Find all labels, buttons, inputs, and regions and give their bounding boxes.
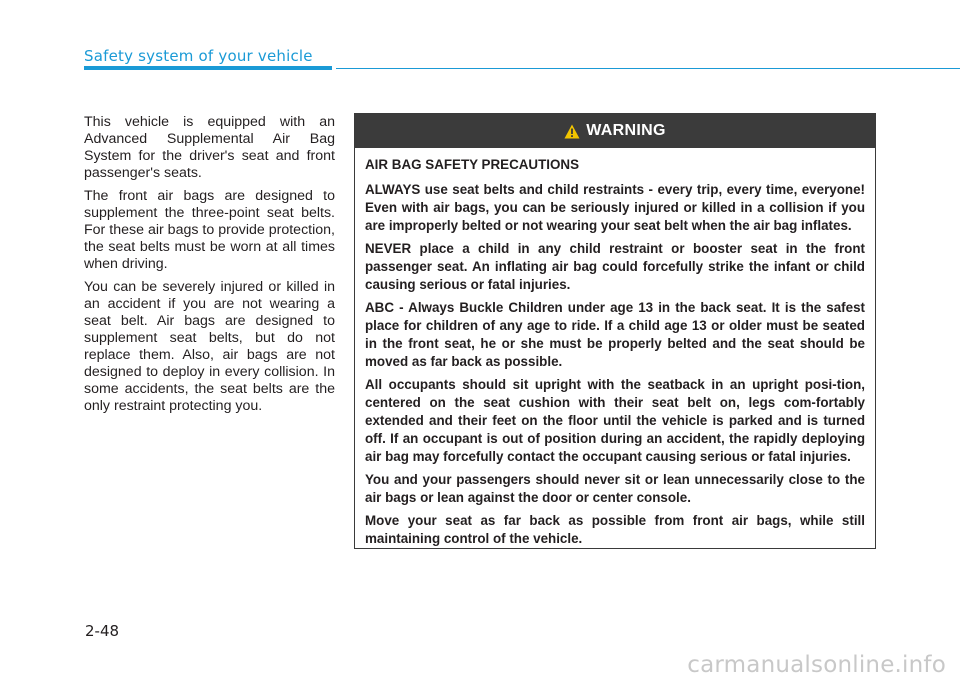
- body-paragraph: This vehicle is equipped with an Advanced Supplemental Air Bag System for the driver's seat and front passenger's seats.: [84, 114, 335, 181]
- warning-heading: AIR BAG SAFETY PRECAUTIONS: [365, 157, 580, 172]
- body-text-column: [84, 114, 335, 421]
- warning-paragraph: ABC - Always Buckle Children under age 13 in the back seat. It is the safest place for children of any age to ride. If a child age 13 or older must be seated in the front seat, he or she must be properly belted and the seat should be moved as far back as possible.: [365, 300, 865, 369]
- section-header-bar: [84, 66, 332, 70]
- warning-header: [355, 114, 875, 148]
- warning-paragraph: NEVER place a child in any child restraint or booster seat in the front passenger seat. An inflating air bag could forcefully strike the infant or child causing serious or fatal injuries.: [365, 241, 865, 292]
- watermark: carmanualsonline.info: [687, 652, 946, 678]
- section-title: Safety system of your vehicle: [84, 47, 313, 65]
- warning-paragraph: You and your passengers should never sit or lean unnecessarily close to the air bags or lean against the door or center console.: [365, 472, 865, 505]
- warning-title: WARNING: [586, 122, 666, 139]
- section-header-rule: [336, 68, 960, 69]
- warning-box: [354, 113, 876, 549]
- body-paragraph: You can be severely injured or killed in an accident if you are not wearing a seat belt. Air bags are designed to supplement seat belts, but do not replace them. Also, air bags are not designed to deploy in every collision. In some accidents, the seat belts are the only restraint protecting you.: [84, 279, 335, 414]
- warning-paragraph: Move your seat as far back as possible from front air bags, while still maintaining control of the vehicle.: [365, 513, 865, 546]
- page-number: 2-48: [85, 622, 120, 640]
- warning-content: [355, 148, 875, 548]
- warning-paragraph: ALWAYS use seat belts and child restraints - every trip, every time, everyone! Even with air bags, you can be seriously injured or killed in a collision if you are improperly belted or not wearing your seat belt when the air bag inflates.: [365, 182, 865, 233]
- warning-paragraph: All occupants should sit upright with the seatback in an upright posi-tion, centered on the seat cushion with their seat belt on, legs com-fortably extended and their feet on the floor until the vehicle is parked and is turned off. If an occupant is out of position during an accident, the rapidly deploying air bag may forcefully contact the occupant causing serious or fatal injuries.: [365, 377, 865, 464]
- warning-triangle-icon: [564, 124, 580, 139]
- body-paragraph: The front air bags are designed to supplement the three-point seat belts. For these air bags to provide protection, the seat belts must be worn at all times when driving.: [84, 188, 335, 272]
